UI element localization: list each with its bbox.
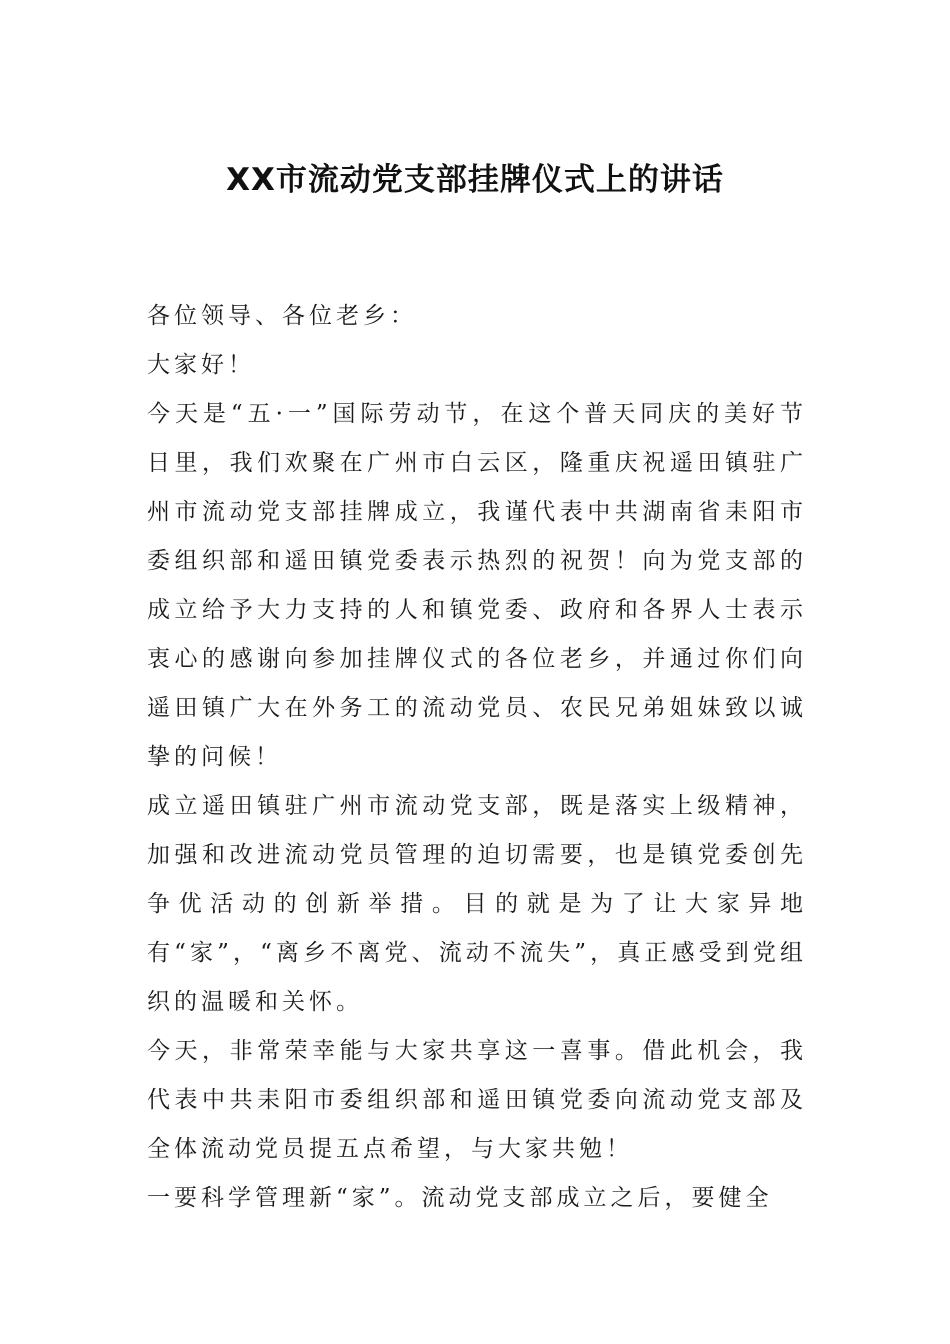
body-paragraph: 成立遥田镇驻广州市流动党支部，既是落实上级精神，加强和改进流动党员管理的迫切需要，也是镇党委创先争优活动的创新举措。目的就是为了让大家异地有“家”，“离乡不离党、流动不流失”，真正感受到党组织的温暖和关怀。 (147, 793, 807, 1015)
body-paragraph: 一要科学管理新“家”。流动党支部成立之后，要健全 (147, 1185, 773, 1211)
document-body (147, 292, 807, 1223)
body-paragraph: 今天，非常荣幸能与大家共享这一喜事。借此机会，我代表中共耒阳市委组织部和遥田镇党委向流动党支部及全体流动党员提五点希望，与大家共勉！ (147, 1038, 807, 1162)
document-title: XX市流动党支部挂牌仪式上的讲话 (226, 162, 724, 198)
greeting-paragraph: 大家好！ (147, 352, 255, 378)
salutation-paragraph: 各位领导、各位老乡： (147, 303, 417, 329)
body-paragraph: 今天是“五·一”国际劳动节，在这个普天同庆的美好节日里，我们欢聚在广州市白云区，隆重庆祝遥田镇驻广州市流动党支部挂牌成立，我谨代表中共湖南省耒阳市委组织部和遥田镇党委表示热烈的祝贺！向为党支部的成立给予大力支持的人和镇党委、政府和各界人士表示衷心的感谢向参加挂牌仪式的各位老乡，并通过你们向遥田镇广大在外务工的流动党员、农民兄弟姐妹致以诚挚的问候！ (147, 401, 807, 770)
